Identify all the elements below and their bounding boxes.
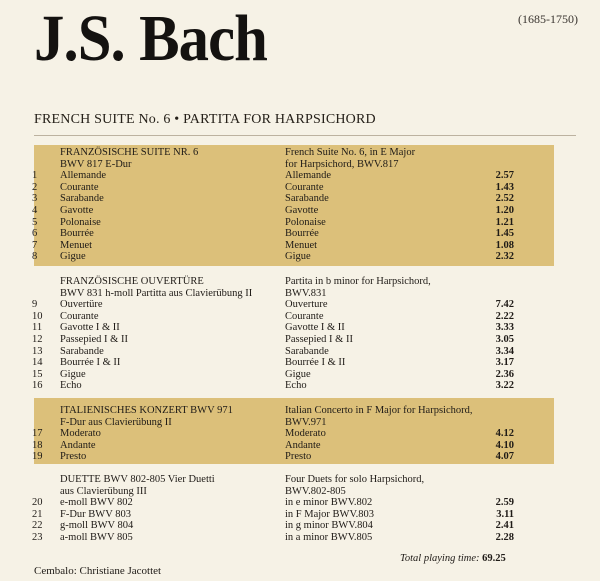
track-title-english: Gavotte [285, 204, 319, 216]
track-row [0, 357, 600, 369]
track-row [0, 334, 600, 346]
track-title-german: Echo [60, 380, 82, 392]
section-header-line [0, 474, 600, 486]
track-row [0, 240, 600, 252]
track-title-english: Andante [285, 439, 321, 451]
total-label: Total playing time: [400, 553, 480, 564]
track-duration: 1.43 [495, 181, 514, 193]
track-title-english: Bourrée [285, 228, 319, 240]
track-title-english: Gigue [285, 368, 311, 380]
track-number: 8 [32, 251, 38, 263]
track-row [0, 228, 600, 240]
track-title-english: Ouverture [285, 299, 328, 311]
track-duration: 3.33 [495, 322, 514, 334]
track-section [0, 147, 600, 263]
track-number: 4 [32, 204, 38, 216]
track-number: 13 [32, 345, 43, 357]
track-title-german: a-moll BWV 805 [60, 531, 133, 543]
section-header-line [0, 159, 600, 171]
track-title-german: Courante [60, 310, 99, 322]
track-duration: 3.05 [495, 333, 514, 345]
track-number: 3 [32, 193, 38, 205]
section-title-german: FRANZÖSISCHE SUITE NR. 6 [60, 147, 199, 158]
track-row [0, 182, 600, 194]
section-title-english: French Suite No. 6, in E Major [285, 147, 416, 158]
track-section [0, 405, 600, 463]
section-title-english: Partita in b minor for Harpsichord, [285, 276, 431, 287]
track-title-english: Allemande [285, 170, 332, 182]
section-title-german: ITALIENISCHES KONZERT BWV 971 [60, 405, 233, 416]
track-title-english: Moderato [285, 428, 326, 440]
track-title-german: Bourrée I & II [60, 357, 121, 369]
total-playing-time [400, 553, 506, 564]
section-title-english: for Harpsichord, BWV.817 [285, 158, 399, 170]
section-title-english: BWV.831 [285, 287, 327, 299]
track-title-german: Gavotte [60, 204, 94, 216]
track-number: 6 [32, 228, 38, 240]
track-section [0, 474, 600, 544]
track-title-english: in F Major BWV.803 [285, 508, 375, 520]
section-title-english: Four Duets for solo Harpsichord, [285, 474, 425, 485]
track-row [0, 311, 600, 323]
track-row [0, 497, 600, 509]
track-number: 11 [32, 322, 43, 334]
track-duration: 2.28 [495, 531, 514, 543]
track-title-german: Moderato [60, 428, 101, 440]
track-number: 18 [32, 439, 43, 451]
track-number: 5 [32, 216, 38, 228]
track-row [0, 193, 600, 205]
track-title-german: Sarabande [60, 345, 104, 357]
track-row [0, 346, 600, 358]
track-section [0, 276, 600, 392]
track-title-german: Gigue [60, 368, 86, 380]
track-title-german: F-Dur BWV 803 [60, 508, 131, 520]
track-row [0, 217, 600, 229]
track-row [0, 440, 600, 452]
track-title-english: Courante [285, 310, 324, 322]
track-number: 2 [32, 181, 38, 193]
track-duration: 2.52 [495, 193, 514, 205]
track-title-english: in a minor BWV.805 [285, 531, 373, 543]
track-row [0, 251, 600, 263]
track-duration: 3.34 [495, 345, 514, 357]
divider [34, 135, 576, 136]
track-row [0, 428, 600, 440]
track-number: 21 [32, 508, 43, 520]
track-title-german: Bourrée [60, 228, 94, 240]
track-duration: 7.42 [495, 299, 514, 311]
section-header-line [0, 276, 600, 288]
track-duration: 1.21 [495, 216, 514, 228]
track-row [0, 322, 600, 334]
album-subtitle: FRENCH SUITE No. 6 • PARTITA FOR HARPSICHORD [34, 112, 376, 127]
section-title-german: DUETTE BWV 802-805 Vier Duetti [60, 474, 215, 485]
performer-credit: Cembalo: Christiane Jacottet [34, 565, 162, 577]
track-number: 9 [32, 299, 38, 311]
track-title-english: Presto [285, 451, 312, 463]
track-title-english: Passepied I & II [285, 333, 353, 345]
track-title-english: Sarabande [285, 345, 329, 357]
track-number: 16 [32, 380, 43, 392]
track-title-english: Courante [285, 181, 324, 193]
track-number: 15 [32, 368, 43, 380]
track-title-german: Presto [60, 451, 87, 463]
composer-dates: (1685-1750) [518, 12, 578, 26]
track-title-german: Gigue [60, 251, 86, 263]
track-number: 14 [32, 357, 43, 369]
track-row [0, 369, 600, 381]
track-title-english: Gavotte I & II [285, 322, 345, 334]
track-row [0, 380, 600, 392]
track-title-english: Menuet [285, 239, 318, 251]
section-title-english: BWV.802-805 [285, 485, 346, 497]
track-title-german: g-moll BWV 804 [60, 520, 134, 532]
track-title-english: Bourrée I & II [285, 357, 346, 369]
track-row [0, 170, 600, 182]
track-title-english: Echo [285, 380, 307, 392]
track-row [0, 205, 600, 217]
track-duration: 4.10 [495, 439, 514, 451]
track-duration: 1.45 [495, 228, 514, 240]
track-duration: 1.08 [495, 239, 514, 251]
track-number: 23 [32, 531, 43, 543]
track-title-german: Polonaise [60, 216, 101, 228]
track-number: 17 [32, 428, 43, 440]
track-number: 7 [32, 239, 38, 251]
track-title-german: Gavotte I & II [60, 322, 120, 334]
track-duration: 2.36 [495, 368, 514, 380]
track-number: 22 [32, 520, 43, 532]
track-duration: 3.17 [495, 357, 514, 369]
section-title-german: FRANZÖSISCHE OUVERTÜRE [60, 276, 204, 287]
track-title-english: in g minor BWV.804 [285, 520, 373, 532]
track-number: 12 [32, 333, 43, 345]
section-title-german: BWV 817 E-Dur [60, 158, 132, 170]
track-title-german: Passepied I & II [60, 333, 128, 345]
track-duration: 2.22 [495, 310, 514, 322]
track-number: 20 [32, 497, 43, 509]
track-row [0, 299, 600, 311]
section-header-line [0, 486, 600, 498]
track-duration: 4.07 [495, 451, 514, 463]
track-duration: 2.41 [495, 520, 514, 532]
section-header-line [0, 288, 600, 300]
track-title-german: Allemande [60, 170, 107, 182]
track-title-german: Courante [60, 181, 99, 193]
section-title-german: aus Clavierübung III [60, 485, 147, 497]
track-title-english: Sarabande [285, 193, 329, 205]
track-row [0, 532, 600, 544]
track-duration: 4.12 [495, 428, 514, 440]
section-title-english: Italian Concerto in F Major for Harpsichord, [285, 405, 473, 416]
total-time: 69.25 [482, 553, 506, 564]
section-title-german: F-Dur aus Clavierübung II [60, 416, 172, 428]
track-title-german: Ouvertüre [60, 299, 103, 311]
track-number: 19 [32, 451, 43, 463]
track-title-german: e-moll BWV 802 [60, 497, 133, 509]
section-header-line [0, 405, 600, 417]
section-title-english: BWV.971 [285, 416, 327, 428]
track-number: 1 [32, 170, 38, 182]
track-row [0, 451, 600, 463]
track-duration: 3.22 [495, 380, 514, 392]
section-header-line [0, 417, 600, 429]
track-title-english: Gigue [285, 251, 311, 263]
track-row [0, 520, 600, 532]
track-title-german: Andante [60, 439, 96, 451]
track-duration: 2.32 [495, 251, 514, 263]
track-duration: 2.57 [495, 170, 514, 182]
track-title-english: in e minor BWV.802 [285, 497, 373, 509]
section-header-line [0, 147, 600, 159]
track-title-english: Polonaise [285, 216, 326, 228]
section-title-german: BWV 831 h-moll Partitta aus Clavierübung II [60, 287, 253, 299]
track-title-german: Menuet [60, 239, 93, 251]
track-number: 10 [32, 310, 43, 322]
track-duration: 2.59 [495, 497, 514, 509]
page-title: J.S. Bach [34, 2, 267, 75]
track-duration: 3.11 [496, 508, 514, 520]
track-row [0, 509, 600, 521]
track-title-german: Sarabande [60, 193, 104, 205]
track-duration: 1.20 [495, 204, 514, 216]
